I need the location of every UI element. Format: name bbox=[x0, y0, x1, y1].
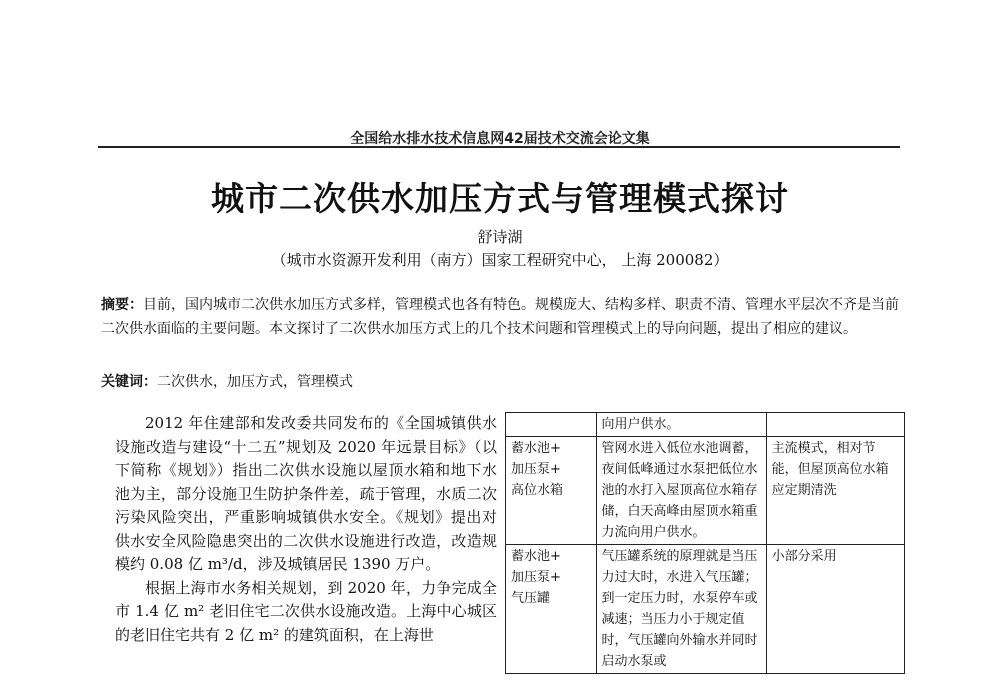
table-cell-principle: 气压罐系统的原理就是当压力过大时，水进入气压罐；到一定压力时，水泵停车或减速；当压力小于规定值时，气压罐向外输水并同时启动水泵或 bbox=[596, 545, 766, 674]
table-cell-method bbox=[506, 437, 597, 545]
abstract bbox=[101, 293, 901, 341]
table-cell-principle: 向用户供水。 bbox=[596, 413, 766, 437]
body-paragraph: 根据上海市水务相关规划，到 2020 年，力争完成全市 1.4 亿 m² 老旧住宅二次供水设施改造。上海中心城区的老旧住宅共有 2 亿 m² 的建筑面积，在上海世 bbox=[115, 578, 497, 644]
author-affiliation: （城市水资源开发利用（南方）国家工程研究中心， 上海 200082） bbox=[271, 251, 729, 269]
table-cell-method bbox=[506, 545, 597, 674]
author-name: 舒诗湖 bbox=[477, 228, 523, 246]
abstract-label: 摘要： bbox=[101, 297, 143, 313]
table-cell-method bbox=[506, 413, 597, 437]
header-rule bbox=[98, 146, 900, 148]
paper-title: 城市二次供水加压方式与管理模式探讨 bbox=[211, 179, 789, 218]
table-row bbox=[506, 413, 905, 437]
method-line: 蓄水池+ 加压泵+ 气压罐 bbox=[511, 549, 561, 606]
keywords-label: 关键词： bbox=[101, 374, 157, 390]
table-row bbox=[506, 545, 905, 674]
body-column bbox=[115, 412, 497, 647]
table-cell-remark: 小部分采用 bbox=[766, 545, 904, 674]
keywords-text: 二次供水，加压方式，管理模式 bbox=[157, 374, 353, 390]
method-line: 蓄水池+ 加压泵+ 高位水箱 bbox=[511, 441, 564, 498]
pressurization-table bbox=[505, 412, 905, 674]
table-row bbox=[506, 437, 905, 545]
keywords bbox=[101, 370, 901, 394]
abstract-text: 目前，国内城市二次供水加压方式多样，管理模式也各有特色。规模庞大、结构多样、职责不清、管理水平层次不齐是当前二次供水面临的主要问题。本文探讨了二次供水加压方式上的几个技术问题和管理模式上的导向问题，提出了相应的建议。 bbox=[101, 297, 899, 337]
table-cell-principle: 管网水进入低位水池调蓄，夜间低峰通过水泵把低位水池的水打入屋顶高位水箱存储，白天高峰由屋顶水箱重力流向用户供水。 bbox=[596, 437, 766, 545]
body-paragraph: 2012 年住建部和发改委共同发布的《全国城镇供水设施改造与建设“十二五”规划及 2020 年远景目标》（以下简称《规划》）指出二次供水设施以屋顶水箱和地下水池为主，部分设施卫生防护条件差，疏于管理，水质二次污染风险突出，严重影响城镇供水安全。《规划》提出对供水安全风险隐患突出的二次供水设施进行改造，改造规模约 0.08 亿 m³/d，涉及城镇居民 1390 万户。 bbox=[115, 414, 497, 573]
table-cell-remark: 主流模式，相对节能，但屋顶高位水箱应定期清洗 bbox=[766, 437, 904, 545]
table-cell-remark bbox=[766, 413, 904, 437]
running-header: 全国给水排水技术信息网42届技术交流会论文集 bbox=[350, 131, 650, 147]
